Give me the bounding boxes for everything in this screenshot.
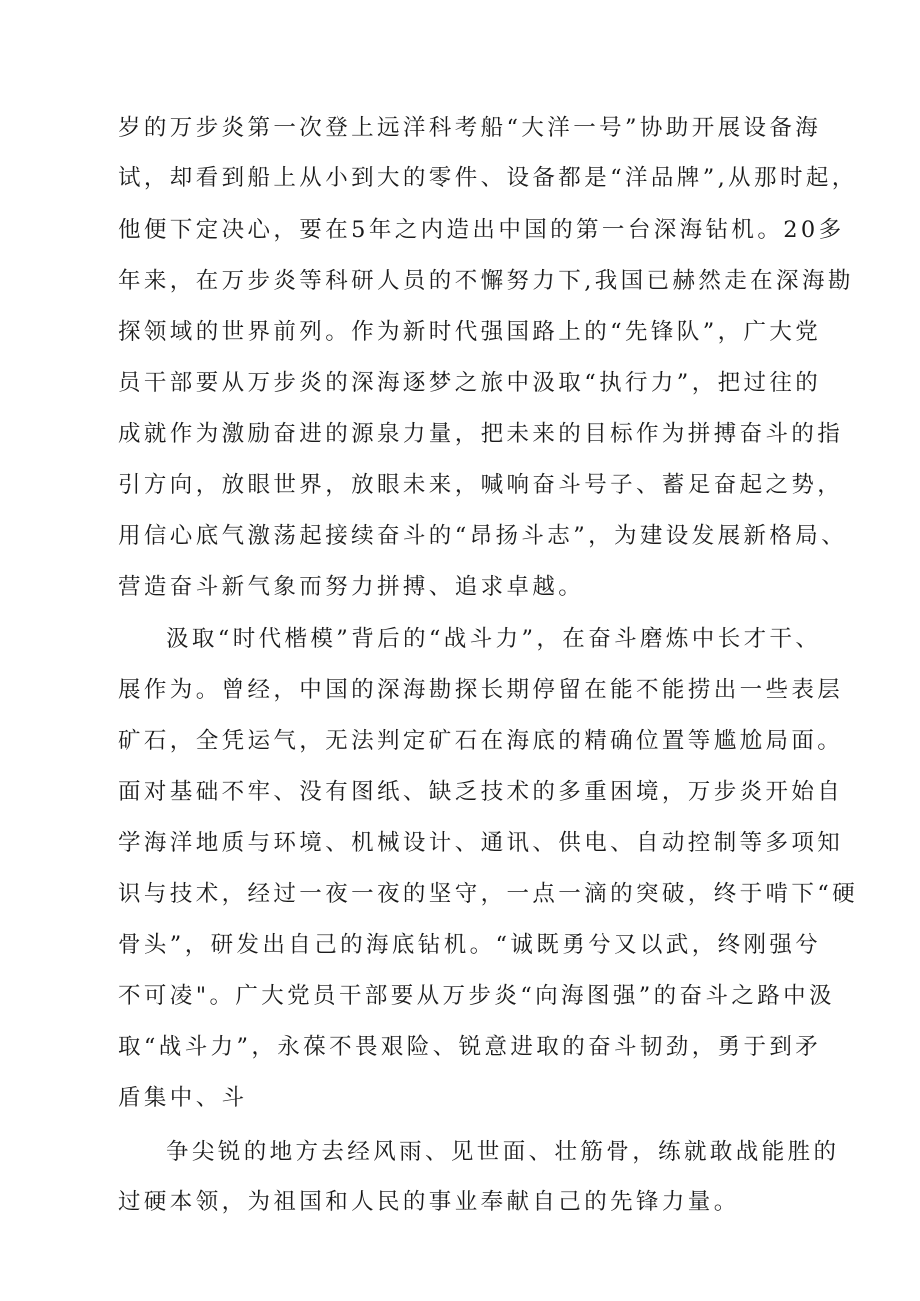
text-line: 汲取“时代楷模”背后的“战斗力”，在奋斗磨炼中长才干、 <box>166 626 822 652</box>
text-line: 面对基础不牢、没有图纸、缺乏技术的多重困境，万步炎开始自 <box>118 779 844 805</box>
text-line: 学海洋地质与环境、机械设计、通讯、供电、自动控制等多项知 <box>118 830 844 856</box>
text-line: 过硬本领，为祖国和人民的事业奉献自己的先锋力量。 <box>118 1189 740 1215</box>
text-line: 引方向，放眼世界，放眼未来，喊响奋斗号子、蓄足奋起之势， <box>118 472 844 498</box>
text-line: 盾集中、斗 <box>118 1085 248 1111</box>
text-line: 年来，在万步炎等科研人员的不懈努力下,我国已赫然走在深海勘 <box>118 268 854 294</box>
text-line: 员干部要从万步炎的深海逐梦之旅中汲取“执行力”，把过往的 <box>118 370 822 396</box>
text-line: 成就作为激励奋进的源泉力量，把未来的目标作为拼搏奋斗的指 <box>118 421 844 447</box>
text-line: 矿石，全凭运气，无法判定矿石在海底的精确位置等尴尬局面。 <box>118 728 844 754</box>
text-line: 展作为。曾经，中国的深海勘探长期停留在能不能捞出一些表层 <box>118 677 844 703</box>
text-line: 岁的万步炎第一次登上远洋科考船“大洋一号”协助开展设备海 <box>118 115 822 141</box>
text-line: 探领域的世界前列。作为新时代强国路上的“先锋队”，广大党 <box>118 319 822 345</box>
text-line: 争尖锐的地方去经风雨、见世面、壮筋骨，练就敢战能胜的 <box>166 1139 840 1165</box>
text-line: 试，却看到船上从小到大的零件、设备都是“洋品牌”,从那时起， <box>118 165 858 191</box>
text-line: 他便下定决心，要在5年之内造出中国的第一台深海钻机。20多 <box>118 217 845 243</box>
text-line: 识与技术，经过一夜一夜的坚守，一点一滴的突破，终于啃下“硬 <box>118 881 859 907</box>
text-line: 营造奋斗新气象而努力拼搏、追求卓越。 <box>118 574 585 600</box>
text-line: 骨头”，研发出自己的海底钻机。“诚既勇兮又以武，终刚强兮 <box>118 932 822 958</box>
text-line: 用信心底气激荡起接续奋斗的“昂扬斗志”，为建设发展新格局、 <box>118 523 848 549</box>
text-line: 取“战斗力”，永葆不畏艰险、锐意进取的奋斗韧劲，勇于到矛 <box>118 1034 822 1060</box>
text-line: 不可凌"。广大党员干部要从万步炎“向海图强”的奋斗之路中汲 <box>118 983 835 1009</box>
